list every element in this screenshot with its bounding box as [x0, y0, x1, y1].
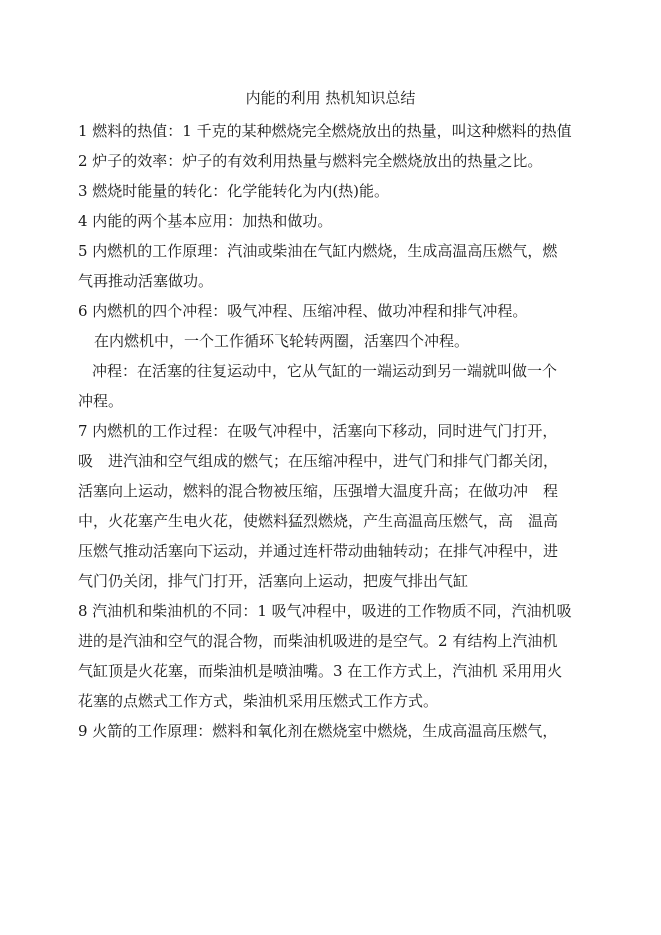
document-title: 内能的利用 热机知识总结	[245, 89, 416, 107]
text-line: 花塞的点燃式工作方式，柴油机采用压燃式工作方式。	[78, 692, 439, 710]
text-line: 气再推动活塞做功。	[78, 272, 214, 290]
text-line: 进的是汽油和空气的混合物，而柴油机吸进的是空气。2 有结构上汽油机	[78, 632, 558, 650]
text-line: 5 内燃机的工作原理：汽油或柴油在气缸内燃烧，生成高温高压燃气，燃	[78, 242, 558, 260]
text-line: 气缸顶是火花塞，而柴油机是喷油嘴。3 在工作方式上，汽油机 采用用火	[78, 662, 563, 680]
text-line: 2 炉子的效率：炉子的有效利用热量与燃料完全燃烧放出的热量之比。	[78, 152, 543, 170]
text-line: 1 燃料的热值：1 千克的某种燃烧完全燃烧放出的热量，叫这种燃料的热值	[78, 122, 572, 140]
text-line: 中，火花塞产生电火花，使燃料猛烈燃烧，产生高温高压燃气，高 温高	[78, 512, 559, 530]
text-line: 压燃气推动活塞向下运动，并通过连杆带动曲轴转动；在排气冲程中，进	[78, 542, 559, 560]
text-line: 吸 进汽油和空气组成的燃气；在压缩冲程中，进气门和排气门都关闭，	[78, 452, 559, 470]
text-line: 气门仍关闭，排气门打开，活塞向上运动，把废气排出气缸	[78, 572, 469, 590]
text-line: 冲程：在活塞的往复运动中，它从气缸的一端运动到另一端就叫做一个	[92, 362, 558, 380]
text-line: 4 内能的两个基本应用：加热和做功。	[78, 212, 333, 230]
text-line: 冲程。	[78, 392, 124, 410]
text-line: 8 汽油机和柴油机的不同：1 吸气冲程中，吸进的工作物质不同，汽油机吸	[78, 602, 572, 620]
text-line: 活塞向上运动，燃料的混合物被压缩，压强增大温度升高；在做功冲 程	[78, 482, 559, 500]
text-line: 7 内燃机的工作过程：在吸气冲程中，活塞向下移动，同时进气门打开，	[78, 422, 558, 440]
document-body	[78, 116, 586, 746]
text-line: 6 内燃机的四个冲程：吸气冲程、压缩冲程、做功冲程和排气冲程。	[78, 302, 528, 320]
text-line: 9 火箭的工作原理：燃料和氧化剂在燃烧室中燃烧，生成高温高压燃气，	[78, 722, 558, 740]
text-line: 3 燃烧时能量的转化：化学能转化为内(热)能。	[78, 182, 390, 200]
text-line: 在内燃机中，一个工作循环飞轮转两圈，活塞四个冲程。	[94, 332, 470, 350]
